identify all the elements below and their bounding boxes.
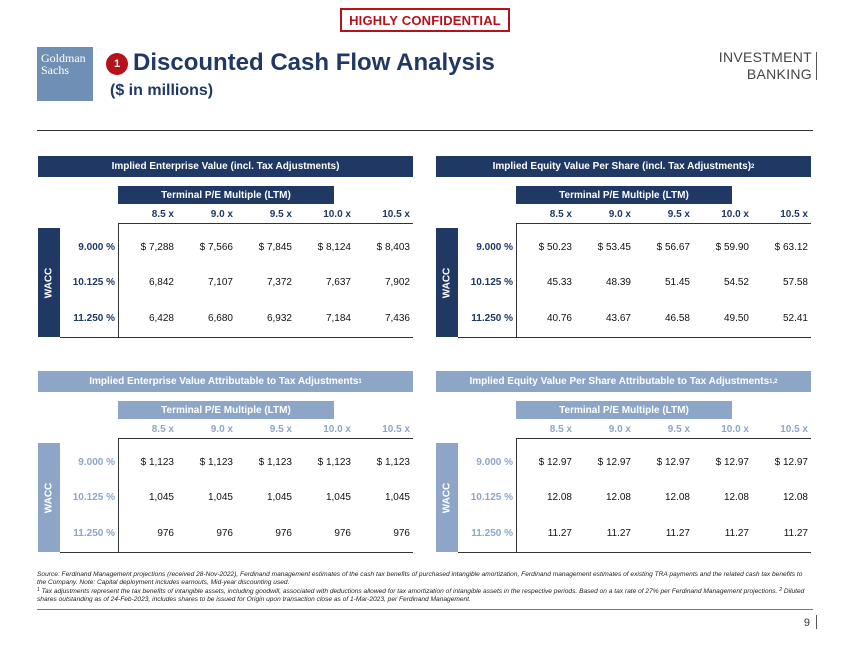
multiple-header-cell: 9.0 x [608,209,631,220]
table-cell: 7,184 [325,313,351,324]
multiple-header-cell: 10.5 x [780,209,808,220]
wacc-row-label: 10.125 % [470,492,513,503]
table-vertical-rule [516,439,517,552]
table-cell: 1,045 [266,492,292,503]
table-cell: $ 1,123 [258,457,292,468]
multiple-header-row [118,421,413,439]
table-cell: $ 12.97 [656,457,690,468]
table-cell: 976 [393,528,410,539]
table-cell: 7,436 [384,313,410,324]
multiple-header-cell: 10.0 x [323,209,351,220]
table-cell: 1,045 [325,492,351,503]
table-cell: $ 12.97 [538,457,572,468]
multiple-header-cell: 8.5 x [151,209,174,220]
footnotes [37,571,813,605]
table-bottom-rule [458,552,811,553]
numbered-notes [37,588,813,605]
wacc-row-label: 9.000 % [476,457,513,468]
table-cell: 7,637 [325,277,351,288]
table-bottom-rule [60,552,413,553]
multiple-header-cell: 9.5 x [269,424,292,435]
wacc-axis-label [436,443,458,552]
panel-equity-per-share-tax-adjustments [436,371,811,552]
table-bottom-rule [458,337,811,338]
multiple-header-cell: 9.5 x [667,424,690,435]
wacc-axis-text: WACC [441,267,453,298]
terminal-pe-multiple-header: Terminal P/E Multiple (LTM) [516,401,732,419]
table-cell: 11.27 [665,528,690,539]
multiple-header-cell: 9.5 x [667,209,690,220]
terminal-pe-multiple-header: Terminal P/E Multiple (LTM) [118,401,334,419]
wacc-row-label: 10.125 % [470,277,513,288]
table-cell: 976 [216,528,233,539]
wacc-axis-label [38,443,60,552]
footnote-1: Tax adjustments represent the tax benefits of intangible assets, including goodwill, associated with deductions allowed for tax amortization of intangible assets in the respective periods. Based on a tax rate of 27% per Ferdinand Management projections. [39,587,780,595]
section-number-badge: 1 [106,53,128,75]
table-cell: $ 7,845 [258,242,292,253]
table-cell: $ 1,123 [140,457,174,468]
table-cell: 40.76 [546,313,572,324]
multiple-header-row [516,421,811,439]
multiple-header-cell: 9.0 x [210,209,233,220]
panel-title [38,156,413,177]
table-cell: $ 12.97 [715,457,749,468]
table-vertical-rule [516,224,517,337]
header-rule [37,130,813,131]
table-cell: 976 [275,528,292,539]
table-cell: 7,902 [384,277,410,288]
goldman-sachs-logo [37,47,93,101]
logo-line-1: Goldman [41,51,86,65]
table-cell: 12.08 [546,492,572,503]
page-title: Discounted Cash Flow Analysis [133,49,495,76]
table-cell: $ 1,123 [199,457,233,468]
wacc-row-label: 9.000 % [476,242,513,253]
confidential-banner: HIGHLY CONFIDENTIAL [340,8,510,32]
wacc-row-label: 10.125 % [72,277,115,288]
panel-title-footnote: 2 [751,163,755,170]
table-cell: $ 1,123 [317,457,351,468]
wacc-row-label: 10.125 % [72,492,115,503]
table-cell: 49.50 [723,313,749,324]
table-cell: 45.33 [546,277,572,288]
multiple-header-cell: 10.5 x [780,424,808,435]
table-cell: 54.52 [723,277,749,288]
table-cell: $ 12.97 [774,457,808,468]
table-cell: 51.45 [664,277,690,288]
table-cell: 12.08 [723,492,749,503]
panel-title [38,371,413,392]
multiple-header-cell: 8.5 x [151,424,174,435]
table-cell: $ 8,403 [376,242,410,253]
table-cell: 11.27 [547,528,572,539]
multiple-header-cell: 9.0 x [210,424,233,435]
table-cell: $ 56.67 [656,242,690,253]
panel-implied-equity-value-per-share [436,156,811,337]
table-cell: $ 59.90 [715,242,749,253]
table-cell: 57.58 [782,277,808,288]
footnote-2-marker: 2 [779,586,782,593]
panel-title-text: Implied Equity Value Per Share (incl. Tax Adjustments) [492,161,752,172]
multiple-header-cell: 8.5 x [549,209,572,220]
wacc-axis-text: WACC [441,482,453,513]
multiple-header-cell: 10.5 x [382,424,410,435]
wacc-axis-label [38,228,60,337]
table-cell: $ 12.97 [597,457,631,468]
multiple-header-cell: 9.5 x [269,209,292,220]
table-cell: 6,842 [148,277,174,288]
panel-title-footnote: 1,2 [769,378,778,385]
multiple-header-row [516,206,811,224]
table-cell: 7,107 [207,277,233,288]
investment-banking-brand [700,49,812,83]
table-cell: 6,428 [148,313,174,324]
table-cell: $ 7,288 [140,242,174,253]
wacc-row-label: 11.250 % [73,528,115,539]
table-cell: 6,932 [266,313,292,324]
table-cell: 46.58 [664,313,690,324]
table-cell: 12.08 [664,492,690,503]
table-vertical-rule [118,224,119,337]
wacc-row-label: 11.250 % [471,313,513,324]
table-cell: $ 53.45 [597,242,631,253]
multiple-header-cell: 10.0 x [323,424,351,435]
multiple-header-cell: 10.5 x [382,209,410,220]
table-cell: 52.41 [782,313,808,324]
wacc-axis-text: WACC [43,482,55,513]
table-cell: 6,680 [207,313,233,324]
multiple-header-cell: 10.0 x [721,209,749,220]
source-note: Source: Ferdinand Management projections (received 28-Nov-2022), Ferdinand management estimates of the cash tax benefits of purchased intangible amortization, Ferdinand management estimates of existing TRA payments and the related cash tax benefits to the Company. Note: Capital deployment includes earnouts, Mid-year discounting used. [37,571,803,587]
logo-line-2: Sachs [41,63,69,77]
brand-divider [816,52,817,80]
table-bottom-rule [60,337,413,338]
footnote-1-marker: 1 [37,586,40,593]
brand-line-1: INVESTMENT [718,49,812,65]
table-cell: 11.27 [606,528,631,539]
table-cell: 976 [157,528,174,539]
panel-title-text: Implied Enterprise Value (incl. Tax Adjustments) [111,161,340,172]
table-cell: 11.27 [724,528,749,539]
table-cell: $ 1,123 [376,457,410,468]
terminal-pe-multiple-header: Terminal P/E Multiple (LTM) [118,186,334,204]
table-cell: $ 63.12 [774,242,808,253]
panel-title [436,156,811,177]
table-cell: 976 [334,528,351,539]
footnote-2: Diluted shares outstanding as of 24-Feb-2023, includes shares to be issued for Origin upon transaction close as of 1-Mar-2023, per Ferdinand Management. [37,587,805,604]
table-cell: 12.08 [605,492,631,503]
terminal-pe-multiple-header: Terminal P/E Multiple (LTM) [516,186,732,204]
table-cell: $ 50.23 [538,242,572,253]
panel-title-footnote: 1 [358,378,362,385]
table-cell: 11.27 [783,528,808,539]
wacc-row-label: 11.250 % [73,313,115,324]
multiple-header-cell: 8.5 x [549,424,572,435]
multiple-header-row [118,206,413,224]
brand-line-2: BANKING [746,66,812,82]
table-vertical-rule [118,439,119,552]
multiple-header-cell: 10.0 x [721,424,749,435]
panel-title [436,371,811,392]
wacc-row-label: 9.000 % [78,242,115,253]
page-number: 9 [803,617,810,629]
table-cell: 1,045 [207,492,233,503]
panel-title-text: Implied Enterprise Value Attributable to Tax Adjustments [89,376,359,387]
wacc-row-label: 9.000 % [78,457,115,468]
table-cell: 1,045 [148,492,174,503]
wacc-row-label: 11.250 % [471,528,513,539]
panel-implied-enterprise-value [38,156,413,337]
table-cell: 12.08 [782,492,808,503]
wacc-axis-text: WACC [43,267,55,298]
panel-ev-tax-adjustments [38,371,413,552]
table-cell: $ 8,124 [317,242,351,253]
table-cell: 7,372 [266,277,292,288]
table-cell: 48.39 [605,277,631,288]
wacc-axis-label [436,228,458,337]
page-subtitle: ($ in millions) [110,82,214,99]
footer-rule [37,609,813,610]
table-cell: 43.67 [605,313,631,324]
multiple-header-cell: 9.0 x [608,424,631,435]
table-cell: $ 7,566 [199,242,233,253]
page-number-divider [816,615,817,629]
table-cell: 1,045 [384,492,410,503]
panel-title-text: Implied Equity Value Per Share Attributable to Tax Adjustments [469,376,770,387]
